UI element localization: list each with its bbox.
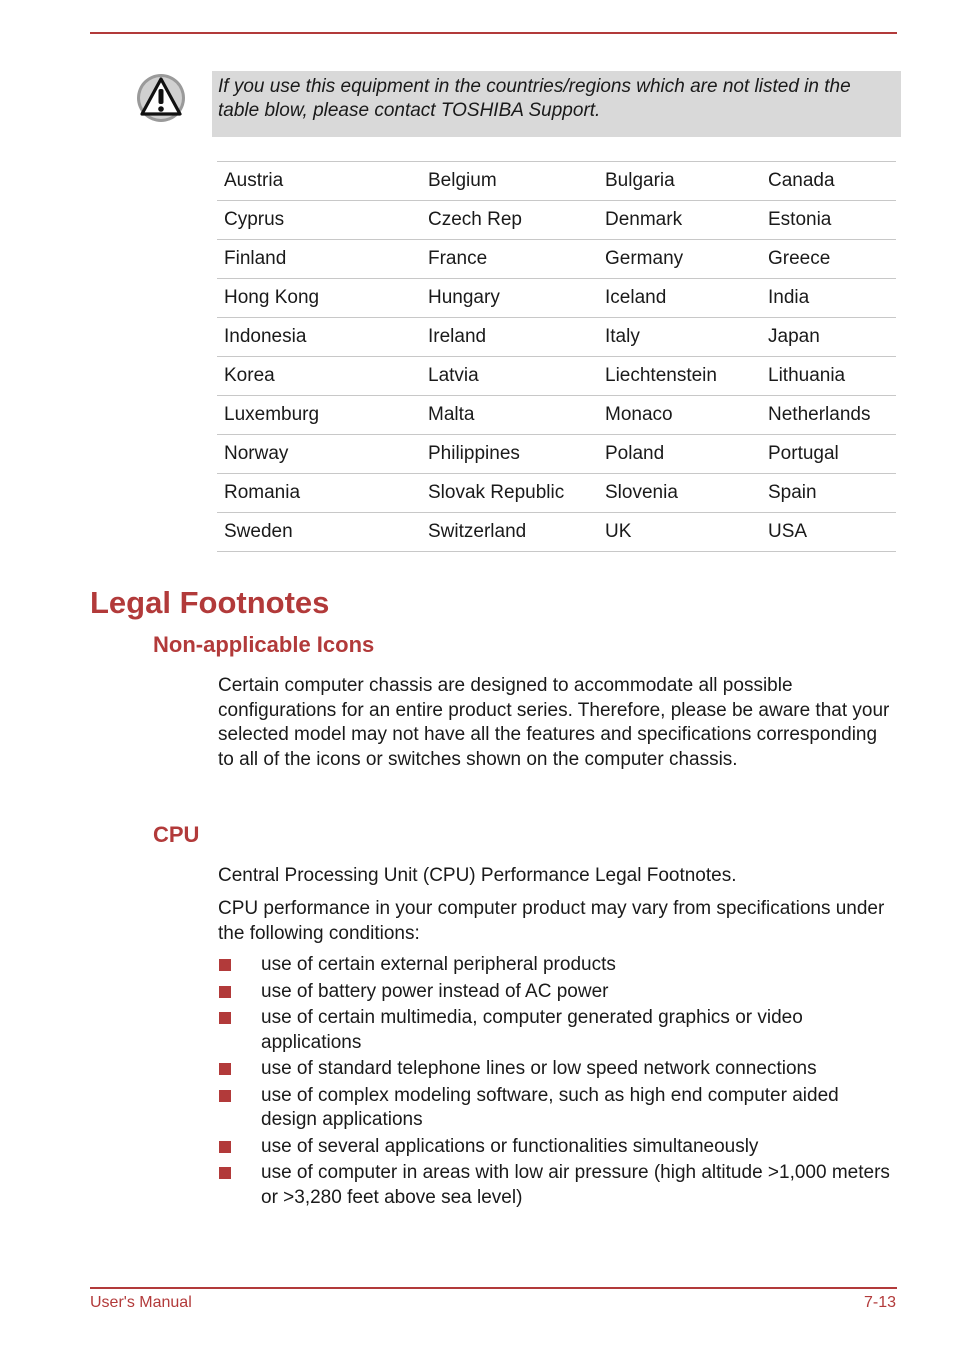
country-cell: Portugal bbox=[761, 435, 896, 474]
country-cell: Germany bbox=[598, 240, 761, 279]
country-cell: Norway bbox=[217, 435, 421, 474]
cpu-body: CPU performance in your computer product may vary from specifications under the following conditions: bbox=[218, 898, 885, 944]
cpu-intro: Central Processing Unit (CPU) Performance Legal Footnotes. bbox=[218, 865, 737, 886]
country-cell: Bulgaria bbox=[598, 162, 761, 201]
country-cell: Slovak Republic bbox=[421, 474, 598, 513]
list-item bbox=[218, 953, 898, 978]
country-cell: Austria bbox=[217, 162, 421, 201]
country-cell: Korea bbox=[217, 357, 421, 396]
bullet-square-icon bbox=[219, 1090, 231, 1102]
cpu-conditions-list bbox=[218, 953, 898, 1212]
bullet-square-icon bbox=[219, 959, 231, 971]
list-item bbox=[218, 1084, 898, 1133]
list-item bbox=[218, 1135, 898, 1160]
countries-table bbox=[217, 161, 896, 552]
country-cell: Liechtenstein bbox=[598, 357, 761, 396]
country-cell: UK bbox=[598, 513, 761, 552]
table-row bbox=[217, 318, 896, 357]
country-cell: Belgium bbox=[421, 162, 598, 201]
list-item-text: use of computer in areas with low air pressure (high altitude >1,000 meters or >3,280 feet above sea level) bbox=[261, 1162, 890, 1208]
country-cell: Luxemburg bbox=[217, 396, 421, 435]
country-cell: Czech Rep bbox=[421, 201, 598, 240]
cpu-heading: CPU bbox=[153, 822, 200, 847]
bullet-square-icon bbox=[219, 986, 231, 998]
country-cell: Canada bbox=[761, 162, 896, 201]
country-cell: Slovenia bbox=[598, 474, 761, 513]
note-box bbox=[212, 71, 901, 137]
country-cell: India bbox=[761, 279, 896, 318]
list-item-text: use of certain external peripheral products bbox=[261, 954, 616, 975]
country-cell: Ireland bbox=[421, 318, 598, 357]
country-cell: Romania bbox=[217, 474, 421, 513]
bullet-square-icon bbox=[219, 1167, 231, 1179]
footer-manual-title: User's Manual bbox=[90, 1294, 192, 1311]
footer-rule bbox=[90, 1287, 897, 1289]
country-cell: Switzerland bbox=[421, 513, 598, 552]
section-title: Legal Footnotes bbox=[90, 585, 330, 620]
country-cell: Greece bbox=[761, 240, 896, 279]
table-row bbox=[217, 240, 896, 279]
table-row bbox=[217, 474, 896, 513]
country-cell: Indonesia bbox=[217, 318, 421, 357]
bullet-square-icon bbox=[219, 1141, 231, 1153]
country-cell: Malta bbox=[421, 396, 598, 435]
country-cell: Poland bbox=[598, 435, 761, 474]
country-cell: Iceland bbox=[598, 279, 761, 318]
non-applicable-body: Certain computer chassis are designed to accommodate all possible configurations for an entire product series. Therefore, please be aware that your selected model may not have all the features and specifications corresponding to all of the icons or switches shown on the computer chassis. bbox=[218, 675, 890, 770]
table-row bbox=[217, 435, 896, 474]
country-cell: Finland bbox=[217, 240, 421, 279]
country-cell: Lithuania bbox=[761, 357, 896, 396]
list-item-text: use of standard telephone lines or low speed network connections bbox=[261, 1058, 817, 1079]
country-cell: France bbox=[421, 240, 598, 279]
country-cell: Cyprus bbox=[217, 201, 421, 240]
table-row bbox=[217, 513, 896, 552]
warning-icon bbox=[136, 72, 186, 124]
country-cell: USA bbox=[761, 513, 896, 552]
country-cell: Hong Kong bbox=[217, 279, 421, 318]
country-cell: Monaco bbox=[598, 396, 761, 435]
list-item bbox=[218, 1057, 898, 1082]
table-row bbox=[217, 201, 896, 240]
list-item bbox=[218, 1161, 898, 1210]
country-cell: Hungary bbox=[421, 279, 598, 318]
list-item-text: use of battery power instead of AC power bbox=[261, 980, 609, 1002]
footer-page-number: 7-13 bbox=[863, 1294, 896, 1311]
country-cell: Denmark bbox=[598, 201, 761, 240]
table-row bbox=[217, 357, 896, 396]
country-cell: Philippines bbox=[421, 435, 598, 474]
list-item-text: use of several applications or functionalities simultaneously bbox=[261, 1135, 759, 1157]
table-row bbox=[217, 279, 896, 318]
country-cell: Latvia bbox=[421, 357, 598, 396]
non-applicable-heading: Non-applicable Icons bbox=[153, 632, 375, 657]
list-item bbox=[218, 1006, 898, 1055]
country-cell: Netherlands bbox=[761, 396, 896, 435]
list-item-text: use of certain multimedia, computer generated graphics or video applications bbox=[261, 1007, 803, 1053]
country-cell: Japan bbox=[761, 318, 896, 357]
country-cell: Spain bbox=[761, 474, 896, 513]
country-cell: Sweden bbox=[217, 513, 421, 552]
header-rule bbox=[90, 32, 897, 34]
list-item-text: use of complex modeling software, such as high end computer aided design applications bbox=[261, 1084, 839, 1130]
bullet-square-icon bbox=[219, 1012, 231, 1024]
bullet-square-icon bbox=[219, 1063, 231, 1075]
table-row bbox=[217, 396, 896, 435]
country-cell: Estonia bbox=[761, 201, 896, 240]
note-text: If you use this equipment in the countries/regions which are not listed in the table blow, please contact TOSHIBA Support. bbox=[218, 76, 851, 121]
list-item bbox=[218, 980, 898, 1005]
table-row bbox=[217, 162, 896, 201]
country-cell: Italy bbox=[598, 318, 761, 357]
